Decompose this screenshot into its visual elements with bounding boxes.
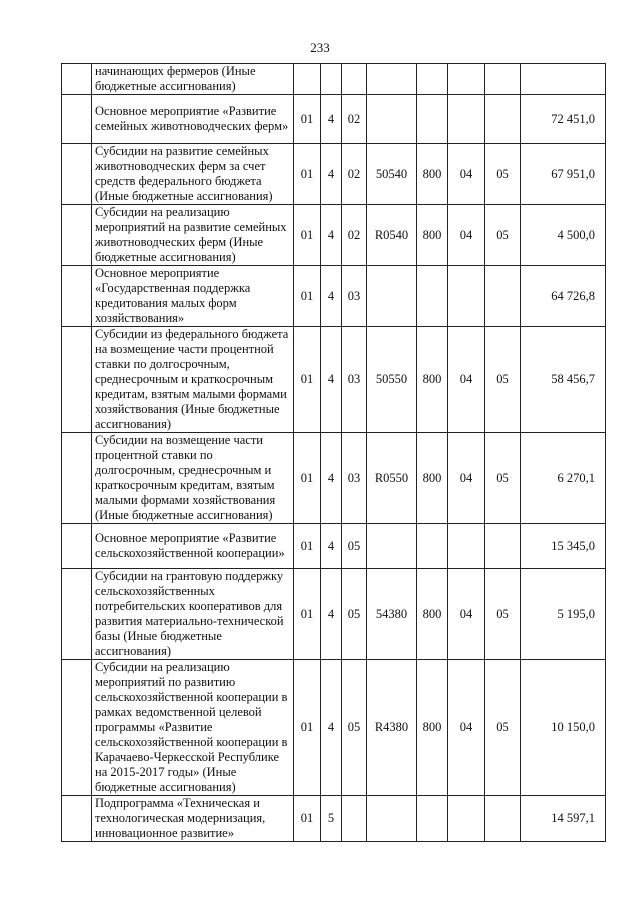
item-name-cell: Основное мероприятие «Развитие семейных животноводческих ферм» — [92, 95, 294, 144]
direction-code-cell: R4380 — [367, 660, 417, 796]
measure-code-cell: 03 — [342, 327, 367, 433]
subsection-cell — [485, 524, 521, 569]
amount-cell: 67 951,0 — [521, 144, 606, 205]
expense-type-cell: 800 — [417, 660, 448, 796]
amount-cell — [521, 64, 606, 95]
item-name-cell: Подпрограмма «Техническая и технологическая модернизация, инновационное развитие» — [92, 796, 294, 842]
amount-cell: 5 195,0 — [521, 569, 606, 660]
blank-cell — [62, 144, 92, 205]
table-row — [62, 144, 606, 205]
table-row — [62, 205, 606, 266]
expense-type-cell: 800 — [417, 569, 448, 660]
subsection-cell — [485, 796, 521, 842]
expense-type-cell — [417, 266, 448, 327]
measure-code-cell: 02 — [342, 95, 367, 144]
program-code-cell: 01 — [294, 660, 321, 796]
amount-cell: 72 451,0 — [521, 95, 606, 144]
amount-cell: 58 456,7 — [521, 327, 606, 433]
section-cell: 04 — [448, 144, 485, 205]
expense-type-cell — [417, 796, 448, 842]
direction-code-cell: R0550 — [367, 433, 417, 524]
blank-cell — [62, 327, 92, 433]
direction-code-cell — [367, 95, 417, 144]
measure-code-cell — [342, 796, 367, 842]
section-cell: 04 — [448, 569, 485, 660]
subprogram-code-cell — [321, 64, 342, 95]
table-row — [62, 524, 606, 569]
subprogram-code-cell: 4 — [321, 205, 342, 266]
direction-code-cell: 54380 — [367, 569, 417, 660]
blank-cell — [62, 266, 92, 327]
item-name-cell: Основное мероприятие «Развитие сельскохозяйственной кооперации» — [92, 524, 294, 569]
direction-code-cell: 50540 — [367, 144, 417, 205]
subprogram-code-cell: 4 — [321, 95, 342, 144]
program-code-cell — [294, 64, 321, 95]
section-cell: 04 — [448, 433, 485, 524]
section-cell: 04 — [448, 205, 485, 266]
subprogram-code-cell: 4 — [321, 569, 342, 660]
direction-code-cell — [367, 796, 417, 842]
expense-type-cell: 800 — [417, 433, 448, 524]
direction-code-cell: 50550 — [367, 327, 417, 433]
table-row — [62, 660, 606, 796]
item-name-cell: Субсидии из федерального бюджета на возмещение части процентной ставки по долгосрочным, среднесрочным и краткосрочным кредитам, взятым малыми формами хозяйствования (Иные бюджетные ассигнования) — [92, 327, 294, 433]
program-code-cell: 01 — [294, 569, 321, 660]
expense-type-cell: 800 — [417, 327, 448, 433]
table-row — [62, 266, 606, 327]
item-name-cell: Основное мероприятие «Государственная поддержка кредитования малых форм хозяйствования» — [92, 266, 294, 327]
expense-type-cell — [417, 95, 448, 144]
program-code-cell: 01 — [294, 433, 321, 524]
subprogram-code-cell: 4 — [321, 144, 342, 205]
subsection-cell — [485, 95, 521, 144]
amount-cell: 10 150,0 — [521, 660, 606, 796]
subprogram-code-cell: 4 — [321, 266, 342, 327]
direction-code-cell: R0540 — [367, 205, 417, 266]
subprogram-code-cell: 4 — [321, 433, 342, 524]
amount-cell: 6 270,1 — [521, 433, 606, 524]
program-code-cell: 01 — [294, 266, 321, 327]
page-number: 233 — [310, 40, 330, 55]
measure-code-cell — [342, 64, 367, 95]
subsection-cell: 05 — [485, 205, 521, 266]
direction-code-cell — [367, 524, 417, 569]
table-row — [62, 569, 606, 660]
blank-cell — [62, 95, 92, 144]
item-name-cell: Субсидии на реализацию мероприятий на развитие семейных животноводческих ферм (Иные бюджетные ассигнования) — [92, 205, 294, 266]
blank-cell — [62, 660, 92, 796]
program-code-cell: 01 — [294, 796, 321, 842]
amount-cell: 14 597,1 — [521, 796, 606, 842]
subsection-cell: 05 — [485, 144, 521, 205]
table-row — [62, 327, 606, 433]
subprogram-code-cell: 4 — [321, 660, 342, 796]
section-cell — [448, 64, 485, 95]
section-cell: 04 — [448, 327, 485, 433]
expense-type-cell — [417, 64, 448, 95]
item-name-cell: начинающих фермеров (Иные бюджетные ассигнования) — [92, 64, 294, 95]
amount-cell: 4 500,0 — [521, 205, 606, 266]
section-cell — [448, 796, 485, 842]
subprogram-code-cell: 5 — [321, 796, 342, 842]
item-name-cell: Субсидии на развитие семейных животноводческих ферм за счет средств федерального бюджета (Иные бюджетные ассигнования) — [92, 144, 294, 205]
measure-code-cell: 03 — [342, 433, 367, 524]
section-cell — [448, 266, 485, 327]
direction-code-cell — [367, 64, 417, 95]
program-code-cell: 01 — [294, 327, 321, 433]
item-name-cell: Субсидии на реализацию мероприятий по развитию сельскохозяйственной кооперации в рамках ведомственной целевой программы «Развитие сельскохозяйственной кооперации в Карачаево-Черкесской Республике на 2015-2017 годы» (Иные бюджетные ассигнования) — [92, 660, 294, 796]
measure-code-cell: 02 — [342, 144, 367, 205]
item-name-cell: Субсидии на возмещение части процентной ставки по долгосрочным, среднесрочным и краткосрочным кредитам, взятым малыми формами хозяйствования (Иные бюджетные ассигнования) — [92, 433, 294, 524]
table-row — [62, 64, 606, 95]
measure-code-cell: 05 — [342, 660, 367, 796]
blank-cell — [62, 569, 92, 660]
expense-type-cell: 800 — [417, 205, 448, 266]
section-cell: 04 — [448, 660, 485, 796]
expense-type-cell: 800 — [417, 144, 448, 205]
program-code-cell: 01 — [294, 144, 321, 205]
measure-code-cell: 02 — [342, 205, 367, 266]
table-row — [62, 433, 606, 524]
direction-code-cell — [367, 266, 417, 327]
blank-cell — [62, 524, 92, 569]
item-name-cell: Субсидии на грантовую поддержку сельскохозяйственных потребительских кооперативов для развития материально-технической базы (Иные бюджетные ассигнования) — [92, 569, 294, 660]
table-body — [62, 64, 606, 842]
measure-code-cell: 05 — [342, 569, 367, 660]
subprogram-code-cell: 4 — [321, 327, 342, 433]
subprogram-code-cell: 4 — [321, 524, 342, 569]
blank-cell — [62, 205, 92, 266]
program-code-cell: 01 — [294, 95, 321, 144]
expense-type-cell — [417, 524, 448, 569]
section-cell — [448, 524, 485, 569]
blank-cell — [62, 796, 92, 842]
program-code-cell: 01 — [294, 524, 321, 569]
program-code-cell: 01 — [294, 205, 321, 266]
table-row — [62, 796, 606, 842]
subsection-cell: 05 — [485, 433, 521, 524]
section-cell — [448, 95, 485, 144]
amount-cell: 15 345,0 — [521, 524, 606, 569]
subsection-cell: 05 — [485, 327, 521, 433]
blank-cell — [62, 64, 92, 95]
subsection-cell — [485, 266, 521, 327]
measure-code-cell: 05 — [342, 524, 367, 569]
amount-cell: 64 726,8 — [521, 266, 606, 327]
subsection-cell: 05 — [485, 660, 521, 796]
subsection-cell — [485, 64, 521, 95]
budget-table — [61, 63, 606, 842]
table-row — [62, 95, 606, 144]
blank-cell — [62, 433, 92, 524]
measure-code-cell: 03 — [342, 266, 367, 327]
subsection-cell: 05 — [485, 569, 521, 660]
